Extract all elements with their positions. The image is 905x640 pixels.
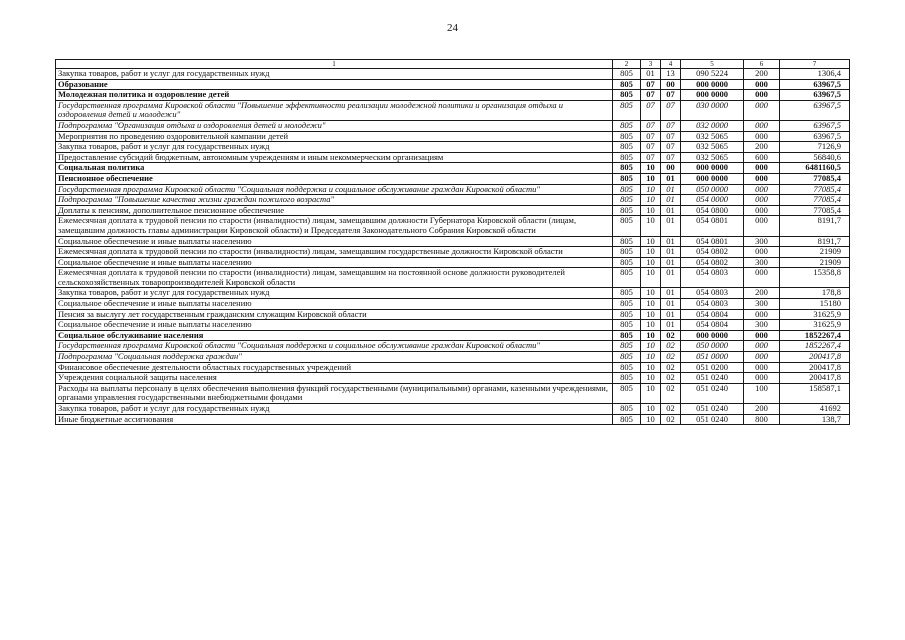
table-row <box>56 100 850 120</box>
section-code-cell: 10 <box>641 352 661 363</box>
expense-type-cell: 100 <box>744 383 780 403</box>
target-article-cell: 054 0800 <box>681 205 744 216</box>
subsection-code-cell: 02 <box>661 362 681 373</box>
ministry-code-cell: 805 <box>613 120 641 131</box>
section-code-cell: 10 <box>641 205 661 216</box>
expense-type-cell: 000 <box>744 362 780 373</box>
expense-type-cell: 000 <box>744 79 780 90</box>
ministry-code-cell: 805 <box>613 236 641 247</box>
target-article-cell: 054 0802 <box>681 247 744 258</box>
ministry-code-cell: 805 <box>613 184 641 195</box>
target-article-cell: 051 0240 <box>681 373 744 384</box>
subsection-code-cell: 01 <box>661 236 681 247</box>
table-row <box>56 299 850 310</box>
section-code-cell: 10 <box>641 173 661 184</box>
subsection-code-cell: 01 <box>661 309 681 320</box>
subsection-code-cell: 07 <box>661 100 681 120</box>
item-name-cell: Ежемесячная доплата к трудовой пенсии по старости (инвалидности) лицам, замещавшим государственные должности Кировской области <box>56 247 613 258</box>
ministry-code-cell: 805 <box>613 79 641 90</box>
item-name-cell: Ежемесячная доплата к трудовой пенсии по старости (инвалидности) лицам, замещавшим на постоянной основе должности руководителей сельскохозяйственных товаропроизводителей Кировской области <box>56 268 613 288</box>
section-code-cell: 10 <box>641 320 661 331</box>
table-row <box>56 216 850 236</box>
ministry-code-cell: 805 <box>613 320 641 331</box>
item-name-cell: Социальное обеспечение и иные выплаты населению <box>56 257 613 268</box>
target-article-cell: 054 0801 <box>681 236 744 247</box>
target-article-cell: 054 0804 <box>681 309 744 320</box>
table-row <box>56 268 850 288</box>
section-code-cell: 10 <box>641 216 661 236</box>
target-article-cell: 032 5065 <box>681 142 744 153</box>
expense-type-cell: 300 <box>744 257 780 268</box>
table-header-row <box>56 60 850 69</box>
amount-cell: 63967,5 <box>780 90 850 101</box>
section-code-cell: 10 <box>641 414 661 425</box>
section-code-cell: 10 <box>641 330 661 341</box>
section-code-cell: 07 <box>641 142 661 153</box>
ministry-code-cell: 805 <box>613 100 641 120</box>
item-name-cell: Подпрограмма "Социальная поддержка граждан" <box>56 352 613 363</box>
amount-cell: 77085,4 <box>780 205 850 216</box>
amount-cell: 63967,5 <box>780 79 850 90</box>
target-article-cell: 054 0000 <box>681 195 744 206</box>
target-article-cell: 032 5065 <box>681 152 744 163</box>
section-code-cell: 10 <box>641 383 661 403</box>
expense-type-cell: 000 <box>744 352 780 363</box>
subsection-code-cell: 01 <box>661 320 681 331</box>
subsection-code-cell: 01 <box>661 195 681 206</box>
expense-type-cell: 000 <box>744 173 780 184</box>
subsection-code-cell: 00 <box>661 163 681 174</box>
expense-type-cell: 000 <box>744 309 780 320</box>
table-row <box>56 236 850 247</box>
expense-type-cell: 300 <box>744 299 780 310</box>
subsection-code-cell: 02 <box>661 373 681 384</box>
ministry-code-cell: 805 <box>613 268 641 288</box>
table-row <box>56 330 850 341</box>
section-code-cell: 10 <box>641 288 661 299</box>
amount-cell: 6481160,5 <box>780 163 850 174</box>
target-article-cell: 030 0000 <box>681 100 744 120</box>
header-cell: 5 <box>681 60 744 69</box>
ministry-code-cell: 805 <box>613 257 641 268</box>
table-row <box>56 163 850 174</box>
amount-cell: 138,7 <box>780 414 850 425</box>
subsection-code-cell: 01 <box>661 205 681 216</box>
amount-cell: 1852267,4 <box>780 341 850 352</box>
table-row <box>56 205 850 216</box>
ministry-code-cell: 805 <box>613 195 641 206</box>
item-name-cell: Государственная программа Кировской области "Социальная поддержка и социальное обслуживание граждан Кировской области" <box>56 341 613 352</box>
item-name-cell: Закупка товаров, работ и услуг для государственных нужд <box>56 288 613 299</box>
section-code-cell: 10 <box>641 373 661 384</box>
ministry-code-cell: 805 <box>613 247 641 258</box>
ministry-code-cell: 805 <box>613 341 641 352</box>
expense-type-cell: 000 <box>744 247 780 258</box>
section-code-cell: 10 <box>641 184 661 195</box>
subsection-code-cell: 07 <box>661 131 681 142</box>
amount-cell: 7126,9 <box>780 142 850 153</box>
amount-cell: 56840,6 <box>780 152 850 163</box>
header-cell: 1 <box>56 60 613 69</box>
expense-type-cell: 200 <box>744 288 780 299</box>
item-name-cell: Мероприятия по проведению оздоровительной кампании детей <box>56 131 613 142</box>
target-article-cell: 000 0000 <box>681 330 744 341</box>
subsection-code-cell: 01 <box>661 173 681 184</box>
item-name-cell: Закупка товаров, работ и услуг для государственных нужд <box>56 142 613 153</box>
section-code-cell: 10 <box>641 247 661 258</box>
table-row <box>56 142 850 153</box>
amount-cell: 63967,5 <box>780 131 850 142</box>
table-row <box>56 247 850 258</box>
expense-type-cell: 300 <box>744 320 780 331</box>
expense-type-cell: 000 <box>744 373 780 384</box>
table-row <box>56 320 850 331</box>
table-row <box>56 173 850 184</box>
expense-type-cell: 200 <box>744 69 780 80</box>
target-article-cell: 000 0000 <box>681 163 744 174</box>
item-name-cell: Закупка товаров, работ и услуг для государственных нужд <box>56 69 613 80</box>
amount-cell: 15358,8 <box>780 268 850 288</box>
amount-cell: 178,8 <box>780 288 850 299</box>
amount-cell: 8191,7 <box>780 216 850 236</box>
table-row <box>56 288 850 299</box>
item-name-cell: Ежемесячная доплата к трудовой пенсии по старости (инвалидности) лицам, замещавшим должности Губернатора Кировской области (лицам, замещавшим должность главы администрации Кировской области) и Председателя Законодательного Собрания Кировской области <box>56 216 613 236</box>
subsection-code-cell: 02 <box>661 414 681 425</box>
item-name-cell: Социальная политика <box>56 163 613 174</box>
item-name-cell: Пенсионное обеспечение <box>56 173 613 184</box>
section-code-cell: 10 <box>641 309 661 320</box>
section-code-cell: 10 <box>641 268 661 288</box>
table-row <box>56 257 850 268</box>
amount-cell: 200417,8 <box>780 362 850 373</box>
amount-cell: 1852267,4 <box>780 330 850 341</box>
ministry-code-cell: 805 <box>613 90 641 101</box>
item-name-cell: Молодежная политика и оздоровление детей <box>56 90 613 101</box>
subsection-code-cell: 07 <box>661 152 681 163</box>
target-article-cell: 000 0000 <box>681 79 744 90</box>
subsection-code-cell: 02 <box>661 352 681 363</box>
item-name-cell: Государственная программа Кировской области "Повышение эффективности реализации молодежной политики и организация отдыха и оздоровления детей и молодежи" <box>56 100 613 120</box>
item-name-cell: Подпрограмма "Организация отдыха и оздоровления детей и молодежи" <box>56 120 613 131</box>
section-code-cell: 07 <box>641 79 661 90</box>
expense-type-cell: 800 <box>744 414 780 425</box>
section-code-cell: 07 <box>641 131 661 142</box>
budget-table <box>55 59 850 425</box>
subsection-code-cell: 02 <box>661 383 681 403</box>
item-name-cell: Учреждения социальной защиты населения <box>56 373 613 384</box>
amount-cell: 77085,4 <box>780 195 850 206</box>
ministry-code-cell: 805 <box>613 131 641 142</box>
item-name-cell: Государственная программа Кировской области "Социальная поддержка и социальное обслуживание граждан Кировской области" <box>56 184 613 195</box>
item-name-cell: Доплаты к пенсиям, дополнительное пенсионное обеспечение <box>56 205 613 216</box>
subsection-code-cell: 02 <box>661 404 681 415</box>
ministry-code-cell: 805 <box>613 362 641 373</box>
ministry-code-cell: 805 <box>613 330 641 341</box>
table-row <box>56 414 850 425</box>
table-row <box>56 131 850 142</box>
target-article-cell: 032 5065 <box>681 131 744 142</box>
ministry-code-cell: 805 <box>613 142 641 153</box>
expense-type-cell: 000 <box>744 195 780 206</box>
table-row <box>56 373 850 384</box>
subsection-code-cell: 13 <box>661 69 681 80</box>
amount-cell: 63967,5 <box>780 120 850 131</box>
subsection-code-cell: 02 <box>661 330 681 341</box>
section-code-cell: 10 <box>641 341 661 352</box>
item-name-cell: Пенсия за выслугу лет государственным гражданским служащим Кировской области <box>56 309 613 320</box>
expense-type-cell: 000 <box>744 131 780 142</box>
subsection-code-cell: 07 <box>661 90 681 101</box>
target-article-cell: 000 0000 <box>681 173 744 184</box>
table-row <box>56 352 850 363</box>
amount-cell: 158587,1 <box>780 383 850 403</box>
table-row <box>56 309 850 320</box>
item-name-cell: Подпрограмма "Повышение качества жизни граждан пожилого возраста" <box>56 195 613 206</box>
section-code-cell: 10 <box>641 404 661 415</box>
target-article-cell: 054 0803 <box>681 268 744 288</box>
header-cell: 3 <box>641 60 661 69</box>
expense-type-cell: 300 <box>744 236 780 247</box>
subsection-code-cell: 01 <box>661 268 681 288</box>
table-row <box>56 120 850 131</box>
section-code-cell: 07 <box>641 120 661 131</box>
amount-cell: 1306,4 <box>780 69 850 80</box>
target-article-cell: 051 0240 <box>681 414 744 425</box>
amount-cell: 21909 <box>780 257 850 268</box>
amount-cell: 63967,5 <box>780 100 850 120</box>
item-name-cell: Расходы на выплаты персоналу в целях обеспечения выполнения функций государственными (муниципальными) органами, казенными учреждениями, органами управления государственными внебюджетными фондами <box>56 383 613 403</box>
subsection-code-cell: 01 <box>661 216 681 236</box>
table-row <box>56 383 850 403</box>
expense-type-cell: 600 <box>744 152 780 163</box>
target-article-cell: 054 0802 <box>681 257 744 268</box>
item-name-cell: Социальное обслуживание населения <box>56 330 613 341</box>
expense-type-cell: 000 <box>744 341 780 352</box>
ministry-code-cell: 805 <box>613 163 641 174</box>
subsection-code-cell: 01 <box>661 184 681 195</box>
amount-cell: 41692 <box>780 404 850 415</box>
item-name-cell: Закупка товаров, работ и услуг для государственных нужд <box>56 404 613 415</box>
section-code-cell: 10 <box>641 195 661 206</box>
expense-type-cell: 000 <box>744 184 780 195</box>
target-article-cell: 051 0200 <box>681 362 744 373</box>
expense-type-cell: 000 <box>744 216 780 236</box>
ministry-code-cell: 805 <box>613 69 641 80</box>
expense-type-cell: 000 <box>744 120 780 131</box>
section-code-cell: 07 <box>641 100 661 120</box>
expense-type-cell: 000 <box>744 268 780 288</box>
header-cell: 4 <box>661 60 681 69</box>
target-article-cell: 050 0000 <box>681 341 744 352</box>
item-name-cell: Образование <box>56 79 613 90</box>
ministry-code-cell: 805 <box>613 299 641 310</box>
ministry-code-cell: 805 <box>613 288 641 299</box>
subsection-code-cell: 01 <box>661 288 681 299</box>
target-article-cell: 050 0000 <box>681 184 744 195</box>
section-code-cell: 07 <box>641 152 661 163</box>
item-name-cell: Иные бюджетные ассигнования <box>56 414 613 425</box>
ministry-code-cell: 805 <box>613 383 641 403</box>
target-article-cell: 051 0000 <box>681 352 744 363</box>
item-name-cell: Социальное обеспечение и иные выплаты населению <box>56 320 613 331</box>
ministry-code-cell: 805 <box>613 309 641 320</box>
section-code-cell: 10 <box>641 299 661 310</box>
subsection-code-cell: 02 <box>661 341 681 352</box>
target-article-cell: 054 0801 <box>681 216 744 236</box>
target-article-cell: 000 0000 <box>681 90 744 101</box>
table-row <box>56 79 850 90</box>
subsection-code-cell: 01 <box>661 299 681 310</box>
amount-cell: 8191,7 <box>780 236 850 247</box>
amount-cell: 15180 <box>780 299 850 310</box>
expense-type-cell: 000 <box>744 100 780 120</box>
amount-cell: 31625,9 <box>780 309 850 320</box>
section-code-cell: 10 <box>641 362 661 373</box>
item-name-cell: Предоставление субсидий бюджетным, автономным учреждениям и иным некоммерческим организациям <box>56 152 613 163</box>
section-code-cell: 10 <box>641 257 661 268</box>
section-code-cell: 10 <box>641 236 661 247</box>
expense-type-cell: 000 <box>744 90 780 101</box>
table-row <box>56 184 850 195</box>
amount-cell: 31625,9 <box>780 320 850 331</box>
subsection-code-cell: 07 <box>661 142 681 153</box>
header-cell: 7 <box>780 60 850 69</box>
table-row <box>56 341 850 352</box>
subsection-code-cell: 01 <box>661 257 681 268</box>
expense-type-cell: 000 <box>744 205 780 216</box>
section-code-cell: 07 <box>641 90 661 101</box>
ministry-code-cell: 805 <box>613 352 641 363</box>
target-article-cell: 051 0240 <box>681 404 744 415</box>
section-code-cell: 01 <box>641 69 661 80</box>
expense-type-cell: 000 <box>744 330 780 341</box>
target-article-cell: 054 0803 <box>681 299 744 310</box>
expense-type-cell: 000 <box>744 163 780 174</box>
target-article-cell: 051 0240 <box>681 383 744 403</box>
ministry-code-cell: 805 <box>613 404 641 415</box>
section-code-cell: 10 <box>641 163 661 174</box>
target-article-cell: 032 0000 <box>681 120 744 131</box>
page-number: 24 <box>447 22 458 34</box>
table-row <box>56 90 850 101</box>
target-article-cell: 090 5224 <box>681 69 744 80</box>
subsection-code-cell: 00 <box>661 79 681 90</box>
amount-cell: 200417,8 <box>780 373 850 384</box>
ministry-code-cell: 805 <box>613 414 641 425</box>
table-row <box>56 195 850 206</box>
ministry-code-cell: 805 <box>613 216 641 236</box>
header-cell: 2 <box>613 60 641 69</box>
ministry-code-cell: 805 <box>613 173 641 184</box>
expense-type-cell: 200 <box>744 142 780 153</box>
table-row <box>56 362 850 373</box>
table-row <box>56 69 850 80</box>
subsection-code-cell: 01 <box>661 247 681 258</box>
subsection-code-cell: 07 <box>661 120 681 131</box>
table-row <box>56 152 850 163</box>
expense-type-cell: 200 <box>744 404 780 415</box>
ministry-code-cell: 805 <box>613 152 641 163</box>
item-name-cell: Финансовое обеспечение деятельности областных государственных учреждений <box>56 362 613 373</box>
amount-cell: 21909 <box>780 247 850 258</box>
amount-cell: 77085,4 <box>780 184 850 195</box>
item-name-cell: Социальное обеспечение и иные выплаты населению <box>56 299 613 310</box>
header-cell: 6 <box>744 60 780 69</box>
item-name-cell: Социальное обеспечение и иные выплаты населению <box>56 236 613 247</box>
amount-cell: 77085,4 <box>780 173 850 184</box>
ministry-code-cell: 805 <box>613 373 641 384</box>
target-article-cell: 054 0804 <box>681 320 744 331</box>
amount-cell: 200417,8 <box>780 352 850 363</box>
target-article-cell: 054 0803 <box>681 288 744 299</box>
table-row <box>56 404 850 415</box>
ministry-code-cell: 805 <box>613 205 641 216</box>
